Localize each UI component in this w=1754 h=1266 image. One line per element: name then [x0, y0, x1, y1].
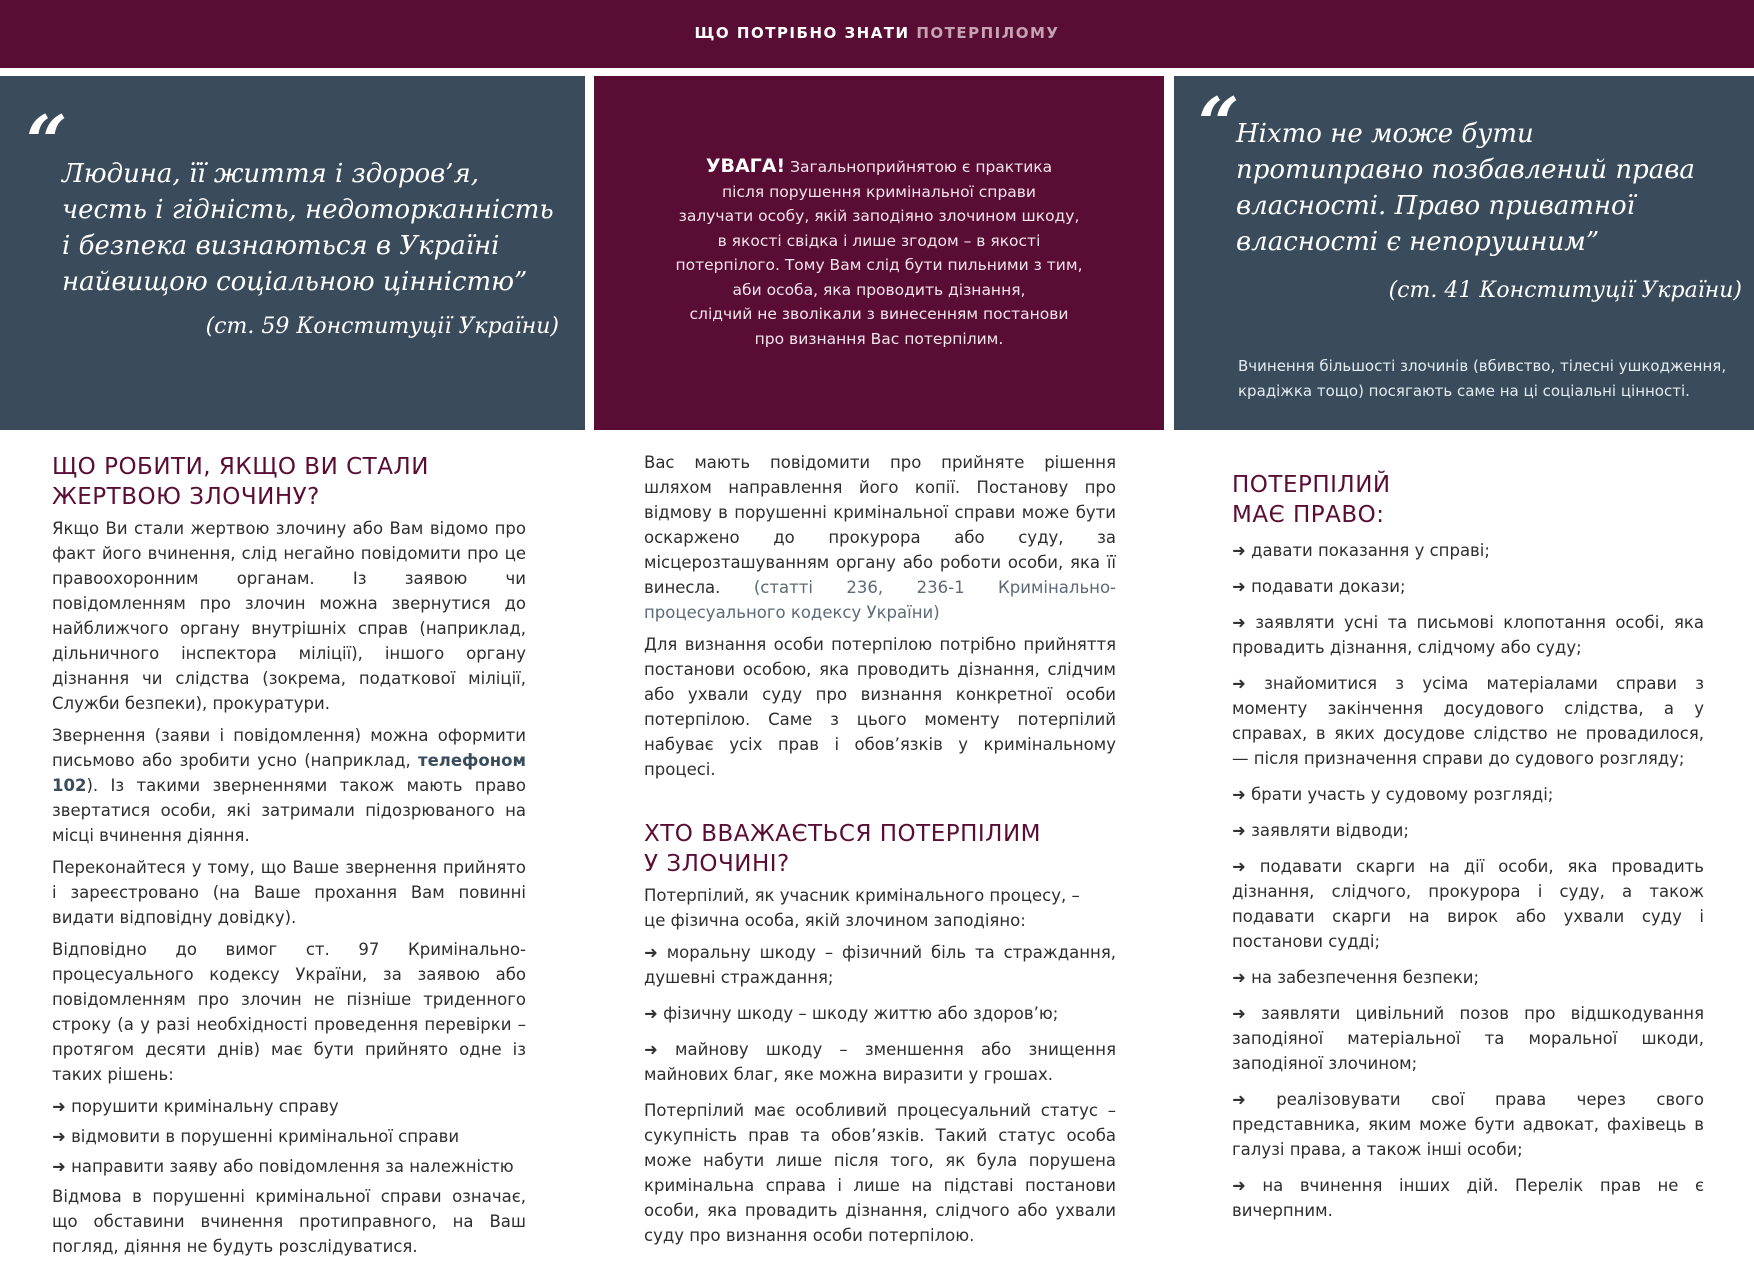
arrow-right-icon: ➜ [1232, 785, 1246, 804]
list-item-text: заявляти усні та письмові клопотання особі, яка провадить дізнання, слідчому або суду; [1232, 613, 1705, 657]
list-item-text: брати участь у судовому розгляді; [1251, 785, 1554, 804]
intro-line: Потерпілий, як учасник кримінального процесу, – [644, 886, 1080, 905]
heading-line: У ЗЛОЧИНІ? [644, 851, 790, 877]
phone-number: телефоном 102 [52, 751, 526, 795]
list-item [1232, 671, 1704, 771]
list-item [644, 940, 1116, 990]
quote-right-line: власності є непорушним” [1236, 227, 1600, 257]
paragraph [644, 883, 1116, 933]
arrow-right-icon: ➜ [1232, 857, 1246, 876]
arrow-right-icon: ➜ [1232, 1004, 1246, 1023]
list-item-text: порушити кримінальну справу [71, 1097, 339, 1116]
list-item-text: подавати докази; [1251, 577, 1406, 596]
quote-right-note: Вчинення більшості злочинів (вбивство, тілесні ушкодження, крадіжка тощо) посягають саме на ці соціальні цінності. [1238, 357, 1727, 400]
paragraph: Відповідно до вимог ст. 97 Кримінально-процесуального кодексу України, за заявою або повідомленням про злочин не пізніше триденного строку (а у разі необхідності проведення перевірки – протягом десяти днів) має бути прийнято одне із таких рішень: [52, 940, 526, 1084]
attention-text [624, 154, 1134, 351]
paragraph: Якщо Ви стали жертвою злочину або Вам відомо про факт його вчинення, слід негайно повідомити про це правоохоронним органам. Із заявою чи повідомленням про злочин можна звернутися до найближчого органу внутрішніх справ (наприклад, дільничного інспектора міліції), іншого органу дізнання чи слідства (зокрема, податкової міліції, Служби безпеки), прокуратури. [52, 519, 526, 713]
quote-left-line: честь і гідність, недоторканність [62, 195, 554, 225]
spacer [644, 789, 1116, 819]
law-reference: (статті 236, 236-1 Кримінально-процесуального кодексу України) [644, 578, 1117, 622]
list-item-text: заявляти відводи; [1251, 821, 1409, 840]
list-item-text: моральну шкоду – фізичний біль та страждання, душевні страждання; [644, 943, 1116, 987]
quote-mark-icon: “ [26, 99, 68, 184]
quote-left-text [62, 156, 582, 300]
heading-line: МАЄ ПРАВО: [1232, 502, 1385, 528]
attention-line: аби особа, яка проводить дізнання, [732, 280, 1026, 299]
list-item-text: знайомитися з усіма матеріалами справи з моменту закінчення досудового слідства, а у справах, в яких досудове слідство не провадилося, — після призначення справи до судового розгляду; [1232, 674, 1704, 768]
list-item [1232, 854, 1704, 954]
attention-line: залучати особу, якій заподіяно злочином шкоду, [678, 207, 1080, 225]
list-item-text: майнову шкоду – зменшення або знищення майнових благ, яке можна виразити у грошах. [644, 1040, 1117, 1084]
attention-line: в якості свідка і лише згодом – в якості [717, 231, 1041, 250]
section-heading-rights [1232, 470, 1704, 530]
attention-line: потерпілого. Тому Вам слід бути пильними з тим, [675, 256, 1083, 274]
attention-line: Загальноприйнятою є практика [790, 158, 1053, 176]
arrow-right-icon: ➜ [1232, 577, 1246, 596]
arrow-right-icon: ➜ [52, 1157, 66, 1176]
intro-line: це фізична особа, якій злочином заподіяно: [644, 911, 1026, 930]
paragraph: Відмова в порушенні кримінальної справи означає, що обставини вчинення протиправного, на Ваш погляд, діяння не будуть розслідуватися. [52, 1187, 526, 1256]
arrow-right-icon: ➜ [52, 1097, 66, 1116]
list-item [644, 1037, 1116, 1087]
attention-line: після порушення кримінальної справи [722, 182, 1036, 201]
list-item [1232, 1001, 1704, 1076]
paragraph: Потерпілий має особливий процесуальний статус – сукупність прав та обов’язків. Такий статус особа може набути лише після того, як була порушена кримінальна справа і лише на підставі постанови особи, яка провадить дізнання, слідчого або ухвали суду про визнання особи потерпілою. [644, 1101, 1116, 1245]
column-left [52, 452, 526, 1266]
section-heading-victim [52, 452, 526, 512]
list-item [1232, 538, 1704, 563]
quote-panel-left [0, 76, 585, 430]
list-item-text: на вчинення інших дій. Перелік прав не є вичерпним. [1232, 1176, 1704, 1220]
arrow-right-icon: ➜ [1232, 541, 1246, 560]
heading-line: ХТО ВВАЖАЄТЬСЯ ПОТЕРПІЛИМ [644, 821, 1042, 847]
list-item [1232, 574, 1704, 599]
paragraph: Переконайтеся у тому, що Ваше звернення прийнято і зареєстровано (на Ваше прохання Вам повинні видати відповідну довідку). [52, 858, 526, 927]
paragraph-text: Вас мають повідомити про прийняте рішення шляхом направлення його копії. Постанову про відмову в порушенні кримінальної справи може бути оскаржено до прокурора або суду, за місцерозташуванням органу або роботи особи, яка її винесла. [644, 453, 1116, 597]
list-item-text: заявляти цивільний позов про відшкодування заподіяної матеріальної та моральної шкоди, заподіяної злочином; [1232, 1004, 1704, 1073]
list-item-text: відмовити в порушенні кримінальної справи [71, 1127, 460, 1146]
attention-line: слідчий не зволікали з винесенням постанови [689, 305, 1069, 323]
attention-label: УВАГА! [705, 155, 786, 177]
arrow-right-icon: ➜ [1232, 968, 1246, 987]
quote-right-line: протиправно позбавлений права [1236, 155, 1695, 185]
list-item [1232, 1087, 1704, 1162]
quote-right-text [1236, 116, 1746, 260]
list-item [1232, 818, 1704, 843]
arrow-right-icon: ➜ [1232, 1090, 1246, 1109]
list-item [52, 1124, 526, 1149]
list-item-text: реалізовувати свої права через свого представника, яким може бути адвокат, фахівець в галузі права, а також інші особи; [1232, 1090, 1705, 1159]
quote-right-line: власності. Право приватної [1236, 191, 1635, 221]
arrow-right-icon: ➜ [644, 1004, 658, 1023]
section-heading-who-is-victim [644, 819, 1116, 879]
list-item [644, 1001, 1116, 1026]
list-item-text: направити заяву або повідомлення за належністю [71, 1157, 514, 1176]
attention-panel [594, 76, 1164, 430]
list-item-text: фізичну шкоду – шкоду життю або здоров’ю; [663, 1004, 1059, 1023]
list-item [1232, 782, 1704, 807]
quote-left-line: Людина, її життя і здоров’я, [62, 159, 480, 189]
heading-line: ПОТЕРПІЛИЙ [1232, 472, 1391, 498]
paragraph [52, 723, 526, 848]
list-item-text: на забезпечення безпеки; [1251, 968, 1480, 987]
quote-right-line: Ніхто не може бути [1236, 119, 1534, 149]
list-item-text: давати показання у справі; [1251, 541, 1490, 560]
quote-mark-icon: “ [1198, 81, 1240, 166]
arrow-right-icon: ➜ [1232, 613, 1246, 632]
quote-left-line: найвищою соціальною цінністю” [62, 267, 528, 297]
paragraph: Для визнання особи потерпілою потрібно прийняття постанови особою, яка проводить дізнання, слідчим або ухвали суду про визнання конкретної особи потерпілою. Саме з цього моменту потерпілий набуває усіх прав і обов’язків у кримінальному процесі. [644, 635, 1116, 779]
arrow-right-icon: ➜ [644, 943, 658, 962]
attention-line: про визнання Вас потерпілим. [754, 329, 1004, 348]
list-item [52, 1094, 526, 1119]
arrow-right-icon: ➜ [1232, 674, 1246, 693]
paragraph-text: Звернення (заяви і повідомлення) можна оформити письмово або зробити усно (наприклад, [52, 726, 526, 770]
arrow-right-icon: ➜ [52, 1127, 66, 1146]
header-title-accent: ПОТЕРПІЛОМУ [916, 24, 1060, 42]
column-middle [644, 450, 1116, 1255]
arrow-right-icon: ➜ [644, 1040, 658, 1059]
quote-panel-right [1174, 76, 1754, 430]
arrow-right-icon: ➜ [1232, 1176, 1246, 1195]
paragraph [644, 450, 1116, 625]
header-title-main: ЩО ПОТРІБНО ЗНАТИ [694, 24, 910, 42]
quote-left-line: і безпека визнаються в Україні [62, 231, 500, 261]
heading-line: ЖЕРТВОЮ ЗЛОЧИНУ? [52, 484, 320, 510]
list-item [1232, 610, 1704, 660]
quote-right-source: (ст. 41 Конституції України) [1388, 278, 1742, 303]
quote-left-source: (ст. 59 Конституції України) [205, 314, 559, 339]
column-right [1232, 470, 1704, 1234]
paragraph-text: ). Із такими зверненнями також мають право звертатися особи, які затримали підозрюваного на місці вчинення діяння. [52, 776, 526, 845]
header-title [0, 24, 1754, 42]
list-item [1232, 965, 1704, 990]
list-item [1232, 1173, 1704, 1223]
arrow-right-icon: ➜ [1232, 821, 1246, 840]
heading-line: ЩО РОБИТИ, ЯКЩО ВИ СТАЛИ [52, 454, 429, 480]
list-item-text: подавати скарги на дії особи, яка провадить дізнання, слідчого, прокурора і суду, а також подавати скарги на вирок або ухвали суду і постанови судді; [1232, 857, 1704, 951]
list-item [52, 1154, 526, 1179]
page-header [0, 0, 1754, 68]
